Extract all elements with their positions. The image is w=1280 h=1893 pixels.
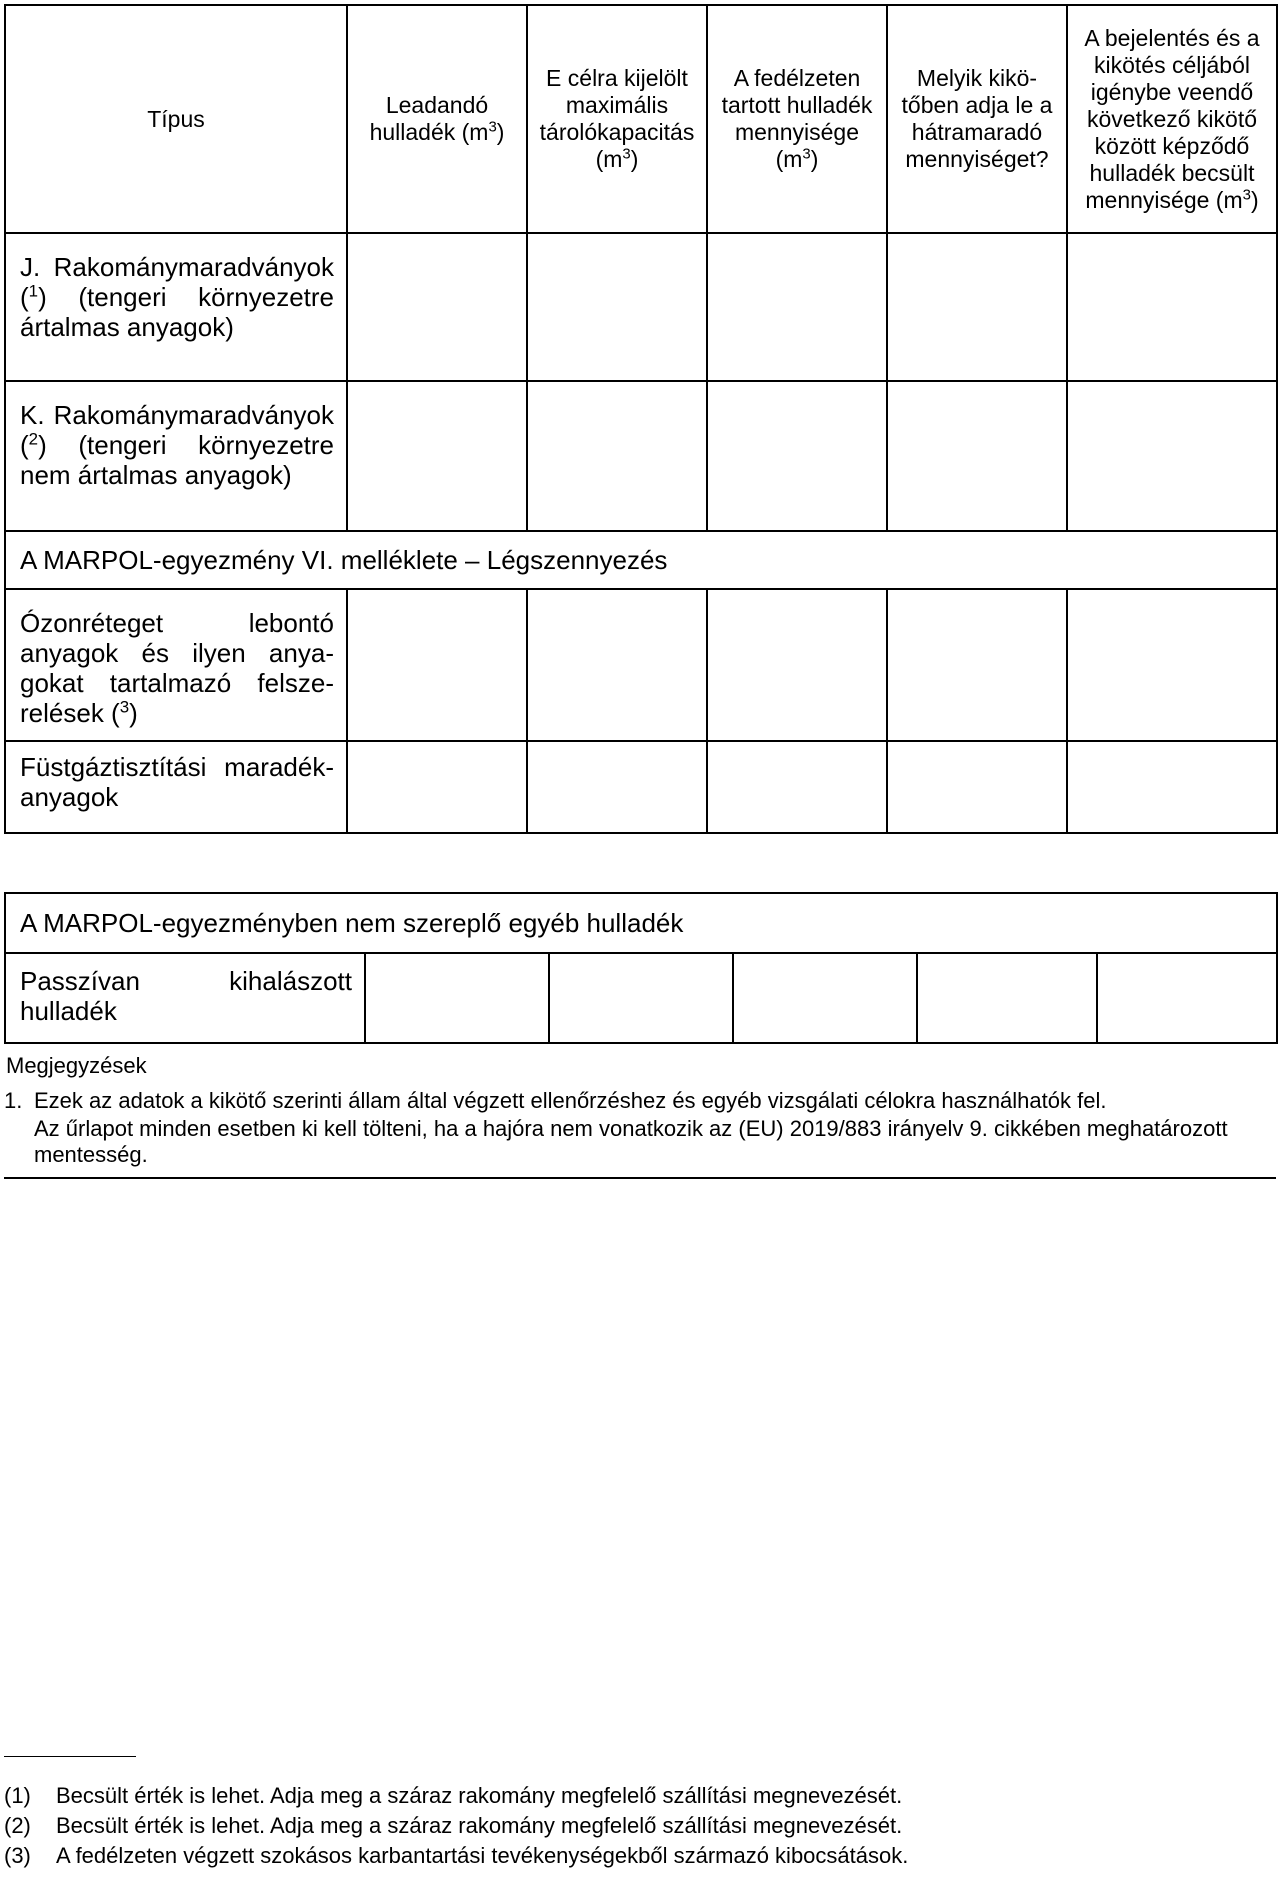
row-j-label: J. Rakománymaradványok ($^1$) (tengeri környezetre ártalmas anyagok) <box>5 233 347 381</box>
header-row <box>5 5 1277 233</box>
header-port: Melyik kikötőben adja le a hátramaradó mennyiséget? <box>887 5 1067 233</box>
footnote-mark: (2) <box>4 1813 31 1838</box>
row-k-delivered-cell[interactable] <box>347 381 527 531</box>
waste-table <box>4 4 1278 834</box>
footnote-mark: (3) <box>4 1843 31 1868</box>
row-ozone-port-cell[interactable] <box>887 589 1067 741</box>
row-j-estimated-cell[interactable] <box>1067 233 1277 381</box>
header-capacity: E célra kijelölt maximális tárolókapacitás $(m^3)$ <box>527 5 707 233</box>
note-item <box>4 1116 1274 1168</box>
footnote-text: Becsült érték is lehet. Adja meg a száraz rakomány megfelelő szállítási megnevezését. <box>56 1813 903 1838</box>
footnote-2 <box>4 1813 1272 1839</box>
footnote-mark: (1) <box>4 1783 31 1808</box>
row-j-capacity-cell[interactable] <box>527 233 707 381</box>
row-passive-delivered-cell[interactable] <box>365 953 549 1043</box>
row-passive-onboard-cell[interactable] <box>733 953 917 1043</box>
row-ozone-label: Ózonréteget lebontó anyagok és ilyen anyagokat tartalmazó felszerelések ($^3$) <box>5 589 347 741</box>
header-delivered: Leadandó hulladék $(m^3)$ <box>347 5 527 233</box>
footnote-3 <box>4 1843 1272 1869</box>
row-k <box>5 381 1277 531</box>
row-ozone-onboard-cell[interactable] <box>707 589 887 741</box>
footnote-text: A fedélzeten végzett szokásos karbantartási tevékenységekből származó kibocsátások. <box>56 1843 909 1868</box>
row-passive-port-cell[interactable] <box>917 953 1097 1043</box>
header-type: Típus <box>5 5 347 233</box>
header-estimated: A bejelentés és a kikötés céljából igénybe veendő következő kikötő között képződő hulladék becsült mennyisége $(m^3)$ <box>1067 5 1277 233</box>
row-exhaust <box>5 741 1277 833</box>
row-passive <box>5 953 1277 1043</box>
row-ozone-capacity-cell[interactable] <box>527 589 707 741</box>
other-section-title: A MARPOL-egyezményben nem szereplő egyéb hulladék <box>5 893 1277 953</box>
row-exhaust-label: Füstgáztisztítási maradékanyagok <box>5 741 347 833</box>
footnote-1 <box>4 1783 1272 1809</box>
row-exhaust-estimated-cell[interactable] <box>1067 741 1277 833</box>
row-passive-capacity-cell[interactable] <box>549 953 733 1043</box>
note-item <box>4 1088 1272 1114</box>
note-text: Ezek az adatok a kikötő szerinti állam által végzett ellenőrzéshez és egyéb vizsgálati célokra használhatók fel. <box>34 1088 1107 1113</box>
row-passive-estimated-cell[interactable] <box>1097 953 1277 1043</box>
row-ozone <box>5 589 1277 741</box>
row-j-port-cell[interactable] <box>887 233 1067 381</box>
row-k-port-cell[interactable] <box>887 381 1067 531</box>
other-section-row <box>5 893 1277 953</box>
row-ozone-estimated-cell[interactable] <box>1067 589 1277 741</box>
row-exhaust-delivered-cell[interactable] <box>347 741 527 833</box>
row-j <box>5 233 1277 381</box>
note-number <box>4 1116 34 1142</box>
header-onboard: A fedélzeten tartott hulladék mennyisége $(m^3)$ <box>707 5 887 233</box>
notes-divider <box>4 1177 1276 1179</box>
row-ozone-delivered-cell[interactable] <box>347 589 527 741</box>
row-k-capacity-cell[interactable] <box>527 381 707 531</box>
note-number: 1. <box>4 1088 23 1113</box>
annex6-section-row <box>5 531 1277 589</box>
other-waste-table <box>4 892 1278 1044</box>
notes-title: Megjegyzések <box>6 1053 147 1078</box>
footnote-divider <box>4 1756 136 1757</box>
footnote-text: Becsült érték is lehet. Adja meg a száraz rakomány megfelelő szállítási megnevezését. <box>56 1783 903 1808</box>
row-passive-label: Passzívan kihalászott hulladék <box>5 953 365 1043</box>
row-j-delivered-cell[interactable] <box>347 233 527 381</box>
row-k-onboard-cell[interactable] <box>707 381 887 531</box>
row-j-onboard-cell[interactable] <box>707 233 887 381</box>
note-text: Az űrlapot minden esetben ki kell tölteni, ha a hajóra nem vonatkozik az (EU) 2019/883 irányelv 9. cikkében meghatározott mentesség. <box>34 1116 1228 1167</box>
row-exhaust-capacity-cell[interactable] <box>527 741 707 833</box>
row-exhaust-port-cell[interactable] <box>887 741 1067 833</box>
annex6-section-title: A MARPOL-egyezmény VI. melléklete – Légszennyezés <box>5 531 1277 589</box>
row-k-estimated-cell[interactable] <box>1067 381 1277 531</box>
row-exhaust-onboard-cell[interactable] <box>707 741 887 833</box>
row-k-label: K. Rakománymaradványok ($^2$) (tengeri környezetre nem ártalmas anyagok) <box>5 381 347 531</box>
